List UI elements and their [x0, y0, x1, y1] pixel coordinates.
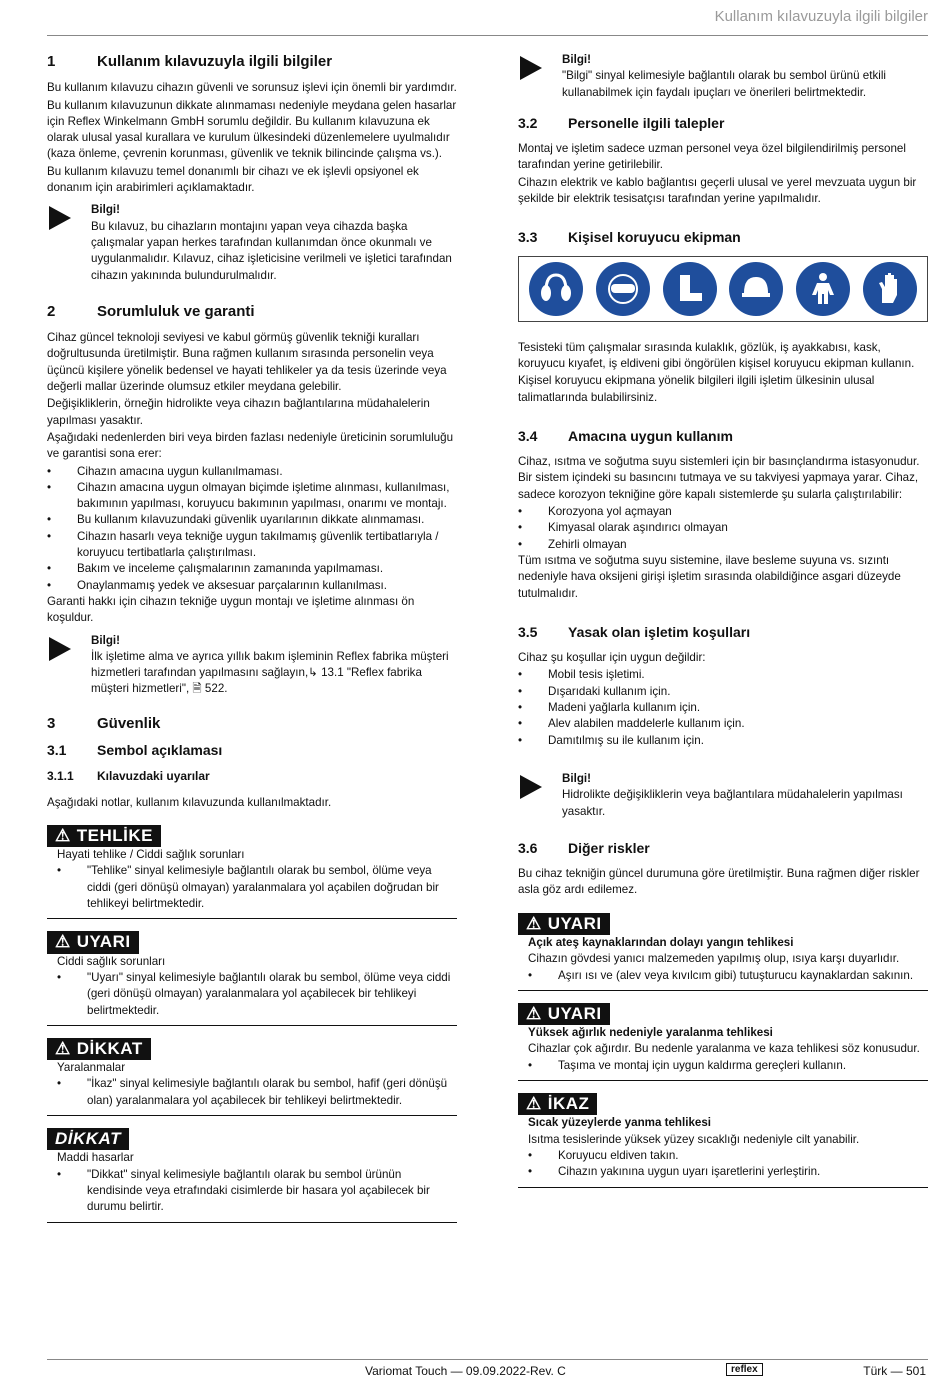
notice-block: DİKKAT Maddi hasarlar • "Dikkat" sinyal kelimesiyle bağlantılı olarak bu sembol ürünün kendisinde veya etrafındaki cisimlerde bir hasara yol açabilecek bir durumu belirtir. [47, 1128, 457, 1222]
protective-suit-icon [796, 262, 850, 316]
safety-boots-icon [663, 262, 717, 316]
list-item: • "Tehlike" sinyal kelimesiyle bağlantılı olarak bu sembol, ölüme veya ciddi (geri dönüşü olmayan) yaralanmalara yol açabilen doğrudan bir tehlikeyi belirtmektedir. [57, 863, 457, 912]
s34-list [518, 504, 928, 553]
play-arrow-icon [518, 771, 562, 820]
info-note: Bilgi! "Bilgi" sinyal kelimesiyle bağlantılı olarak bu sembol ürünü etkili kullanabilmek için faydalı ipuçları ve önerileri belirtmektedir. [518, 52, 928, 101]
warning-triangle-icon: ⚠ [526, 1003, 542, 1023]
warning-block: ⚠ UYARI Açık ateş kaynaklarından dolayı yangın tehlikesi Cihazın gövdesi yanıcı malzemeden yapılmış olup, ısıya karşı duyarlıdır. • Aşırı ısı ve (alev veya kıvılcım gibi) tutuşturucu kaynaklardan sakının. [518, 913, 928, 991]
s1-paragraph: Bu kullanım kılavuzunun dikkate alınmaması nedeniyle meydana gelen hasarlar için Reflex Winkelmann GmbH sorumlu değildir. Bu kullanım kılavuzuna ek olarak ulusal yasal kurallara ve kurulum ülkesindeki düzenlemelere uyulmalıdır (kaza önleme, çevrenin korunması, güvenlik ve teknik bilincinde çalışma vs.). [47, 98, 457, 161]
list-item: • Cihazın amacına uygun kullanılmaması. [47, 464, 457, 480]
warning-badge: ⚠ UYARI [518, 913, 610, 935]
left-column [47, 48, 457, 1235]
ppe-pictograms [518, 256, 928, 322]
play-arrow-icon [47, 202, 91, 283]
list-item: • Korozyona yol açmayan [518, 504, 928, 520]
s3-intro: Aşağıdaki notlar, kullanım kılavuzunda kullanılmaktadır. [47, 795, 332, 809]
cross-reference-link[interactable]: İlk işletime alma ve ayrıca yıllık bakım işleminin Reflex fabrika müşteri hizmetleri tarafından yapılmasını sağlayın,↳ 13.1 "Reflex fabrika müşteri hizmetleri", 🗎 522. [91, 649, 449, 696]
list-item: • "İkaz" sinyal kelimesiyle bağlantılı olarak bu sembol, hafif (geri dönüşü olan) yaralanmalara yol açabilecek bir tehlikeyi belirtmektedir. [57, 1076, 457, 1109]
reflex-logo: reflex [726, 1363, 763, 1376]
list-item: • Zehirli olmayan [518, 537, 928, 553]
list-item: • Cihazın amacına uygun olmayan biçimde işletime alınması, kullanılması, bakımının yapılması, koruyucu bakımının yapılması, onarımı ve montajı. [47, 480, 457, 513]
footer-doc-info: Variomat Touch — 09.09.2022-Rev. C [365, 1364, 566, 1378]
ear-protection-icon [529, 262, 583, 316]
list-item: • Taşıma ve montaj için uygun kaldırma gereçleri kullanın. [528, 1058, 928, 1074]
list-item: • "Dikkat" sinyal kelimesiyle bağlantılı olarak bu sembol ürünün kendisinde veya etrafındaki cisimlerde bir hasara yol açabilecek bir durumu belirtir. [57, 1167, 457, 1216]
list-item: • Bu kullanım kılavuzundaki güvenlik uyarılarının dikkate alınmaması. [47, 512, 457, 528]
warning-block: ⚠ UYARI Ciddi sağlık sorunları • "Uyarı" sinyal kelimesiyle bağlantılı olarak bu sembol, ölüme veya ciddi (geri dönüşü olmayan) yaralanmalara yol açabilecek bir tehlikeyi belirtmektedir. [47, 931, 457, 1025]
caution-badge: ⚠ DİKKAT [47, 1038, 151, 1060]
s2-paragraph: Garanti hakkı için cihazın tekniğe uygun montajı ve işletime alınması ön koşuldur. [47, 594, 415, 625]
s32-paragraph: Cihazın elektrik ve kablo bağlantısı geçerli ulusal ve yerel mevzuata uygun bir şekilde bir elektrik tesisatçısı tarafından yerine yapılmalıdır. [518, 175, 917, 206]
s36-paragraph: Bu cihaz tekniğin güncel durumuna göre üretilmiştir. Buna rağmen diğer riskler asla göz ardı edilemez. [518, 867, 920, 897]
s2-paragraph: Cihaz güncel teknoloji seviyesi ve kabul görmüş güvenlik tekniği kuralları doğrultusunda üretilmiştir. Buna rağmen kullanım sırasında personelin veya üçüncü kişilere yönelik bedensel ve hayati tehlikeler ya da tesis üzerinde veya değerli mallar üzerinde olumsuz etkiler meydana gelebilir. [47, 331, 447, 394]
list-item: • Aşırı ısı ve (alev veya kıvılcım gibi) tutuşturucu kaynaklardan sakının. [528, 968, 928, 984]
list-item: • Mobil tesis işletimi. [518, 667, 928, 683]
list-item: • Kimyasal olarak aşındırıcı olmayan [518, 520, 928, 536]
section-1-heading: 1 Kullanım kılavuzuyla ilgili bilgiler [47, 53, 333, 70]
caution-block: ⚠ İKAZ Sıcak yüzeylerde yanma tehlikesi Isıtma tesislerinde yüksek yüzey sıcaklığı nedeniyle cilt yanabilir. • Koruyucu eldiven takın. • Cihazın yakınına uygun uyarı işaretlerini yerleştirin. [518, 1093, 928, 1187]
goggles-icon [596, 262, 650, 316]
warning-triangle-icon: ⚠ [526, 1094, 542, 1114]
danger-badge: ⚠ TEHLİKE [47, 825, 161, 847]
s2-paragraph: Değişikliklerin, örneğin hidrolikte veya cihazın bağlantılarına müdahalelerin yapılması yasaktır. [47, 397, 430, 427]
s34-paragraph: Tüm ısıtma ve soğutma suyu sistemine, ilave besleme suyuna vs. sızıntı nedeniyle hava oksijeni girişi işletim sırasında olabildiğince asgari düzeyde tutulmalıdır. [518, 553, 901, 600]
footer-page-number: Türk — 501 [863, 1364, 926, 1378]
warning-triangle-icon: ⚠ [55, 932, 71, 952]
s33-paragraph: Tesisteki tüm çalışmalar sırasında kulaklık, gözlük, iş ayakkabısı, kask, koruyucu kıyafet, iş eldiveni gibi öngörülen kişisel koruyucu ekipman kullanın. [518, 340, 915, 370]
warning-block: ⚠ UYARI Yüksek ağırlık nedeniyle yaralanma tehlikesi Cihazlar çok ağırdır. Bu nedenle yaralanma ve kaza tehlikesi söz konusudur. • Taşıma ve montaj için uygun kaldırma gereçleri kullanın. [518, 1003, 928, 1081]
section-3-6-heading: 3.6 Diğer riskler [518, 839, 650, 856]
helmet-icon [729, 262, 783, 316]
section-3-5-heading: 3.5 Yasak olan işletim koşulları [518, 623, 751, 640]
section-3-3-heading: 3.3 Kişisel koruyucu ekipman [518, 229, 741, 246]
play-arrow-icon [47, 633, 91, 698]
play-arrow-icon [518, 52, 562, 101]
warning-badge: ⚠ UYARI [47, 931, 139, 953]
right-column [518, 48, 928, 1200]
info-note: Bilgi! Hidrolikte değişikliklerin veya bağlantılara müdahalelerin yapılması yasaktır. [518, 771, 928, 820]
list-item: • Damıtılmış su ile kullanım için. [518, 733, 928, 749]
s34-paragraph: Cihaz, ısıtma ve soğutma suyu sistemleri için bir basınçlandırma istasyonudur. Bir sistem içindeki su basıncını tutmaya ve su takviyesi yapmaya yarar. Cihaz, sadece korozyon tekniğine göre kapalı sistemlerde şu sularla çalıştırılabilir: [518, 455, 920, 501]
list-item: • Koruyucu eldiven takın. [528, 1148, 928, 1164]
caution-badge: ⚠ İKAZ [518, 1093, 597, 1115]
section-2-heading: 2 Sorumluluk ve garanti [47, 302, 255, 320]
list-item: • Madeni yağlarla kullanım için. [518, 700, 928, 716]
list-item: • Bakım ve inceleme çalışmalarının zamanında yapılmaması. [47, 561, 457, 577]
section-3-1-1-heading: 3.1.1 Kılavuzdaki uyarılar [47, 769, 210, 784]
caution-block: ⚠ DİKKAT Yaralanmalar • "İkaz" sinyal kelimesiyle bağlantılı olarak bu sembol, hafif (geri dönüşü olan) yaralanmalara yol açabilecek bir tehlikeyi belirtmektedir. [47, 1038, 457, 1116]
s33-paragraph: Kişisel koruyucu ekipmana yönelik bilgileri ilgili işletim ülkesinin ulusal talimatlarında bulabilirsiniz. [518, 374, 875, 404]
warning-triangle-icon: ⚠ [55, 825, 71, 845]
section-3-4-heading: 3.4 Amacına uygun kullanım [518, 427, 733, 444]
s1-paragraph: Bu kullanım kılavuzu temel donanımlı bir cihazı ve ek işlevli opsiyonel ek donanım için arabirimleri açıklamaktadır. [47, 164, 419, 195]
footer-divider [47, 1359, 928, 1360]
s32-paragraph: Montaj ve işletim sadece uzman personel veya özel bilgilendirilmiş personel tarafından yerine getirilebilir. [518, 142, 906, 172]
list-item: • "Uyarı" sinyal kelimesiyle bağlantılı olarak bu sembol, ölüme veya ciddi (geri dönüşü olmayan) yaralanmalara yol açabilecek bir tehlikeyi belirtmektedir. [57, 970, 457, 1019]
gloves-icon [863, 262, 917, 316]
section-3-heading: 3 Güvenlik [47, 714, 161, 732]
info-note: Bilgi! Bu kılavuz, bu cihazların montajını yapan veya cihazda başka çalışmalar yapan herkes tarafından kullanımdan önce okunmalı ve uygulanmalıdır. Kılavuz, cihaz işleticisine verilmeli ve işletici tarafından cihazın yakınında bulundurulmalıdır. [47, 202, 457, 283]
s2-list [47, 464, 457, 594]
section-3-1-heading: 3.1 Sembol açıklaması [47, 741, 223, 758]
danger-block: ⚠ TEHLİKE Hayati tehlike / Ciddi sağlık sorunları • "Tehlike" sinyal kelimesiyle bağlantılı olarak bu sembol, ölüme veya ciddi (geri dönüşü olmayan) yaralanmalara yol açabilen doğrudan bir tehlikeyi belirtmektedir. [47, 825, 457, 919]
header-divider [47, 35, 928, 36]
s35-paragraph: Cihaz şu koşullar için uygun değildir: [518, 651, 706, 665]
s1-paragraph: Bu kullanım kılavuzu cihazın güvenli ve sorunsuz işlevi için önemli bir yardımdır. [47, 81, 457, 95]
list-item: • Alev alabilen maddelerle kullanım için. [518, 716, 928, 732]
list-item: • Dışarıdaki kullanım için. [518, 684, 928, 700]
info-note: Bilgi! İlk işletime alma ve ayrıca yıllık bakım işleminin Reflex fabrika müşteri hizmetleri tarafından yapılmasını sağlayın,↳ 13.1 "Reflex fabrika müşteri hizmetleri", 🗎 522. [47, 633, 457, 698]
section-3-2-heading: 3.2 Personelle ilgili talepler [518, 114, 725, 131]
notice-badge: DİKKAT [47, 1128, 129, 1150]
warning-triangle-icon: ⚠ [55, 1038, 71, 1058]
list-item: • Cihazın hasarlı veya tekniğe uygun takılmamış güvenlik tertibatlarıyla / koruyucu tertibatlarla çalıştırılması. [47, 529, 457, 562]
s35-list [518, 667, 928, 748]
page-header-title: Kullanım kılavuzuyla ilgili bilgiler [714, 8, 928, 25]
list-item: • Onaylanmamış yedek ve aksesuar parçalarının kullanılması. [47, 578, 457, 594]
warning-badge: ⚠ UYARI [518, 1003, 610, 1025]
s2-paragraph: Aşağıdaki nedenlerden biri veya birden fazlası nedeniyle üreticinin sorumluluğu ve garantisi sona erer: [47, 430, 454, 461]
warning-triangle-icon: ⚠ [526, 913, 542, 933]
list-item: • Cihazın yakınına uygun uyarı işaretlerini yerleştirin. [528, 1164, 928, 1180]
